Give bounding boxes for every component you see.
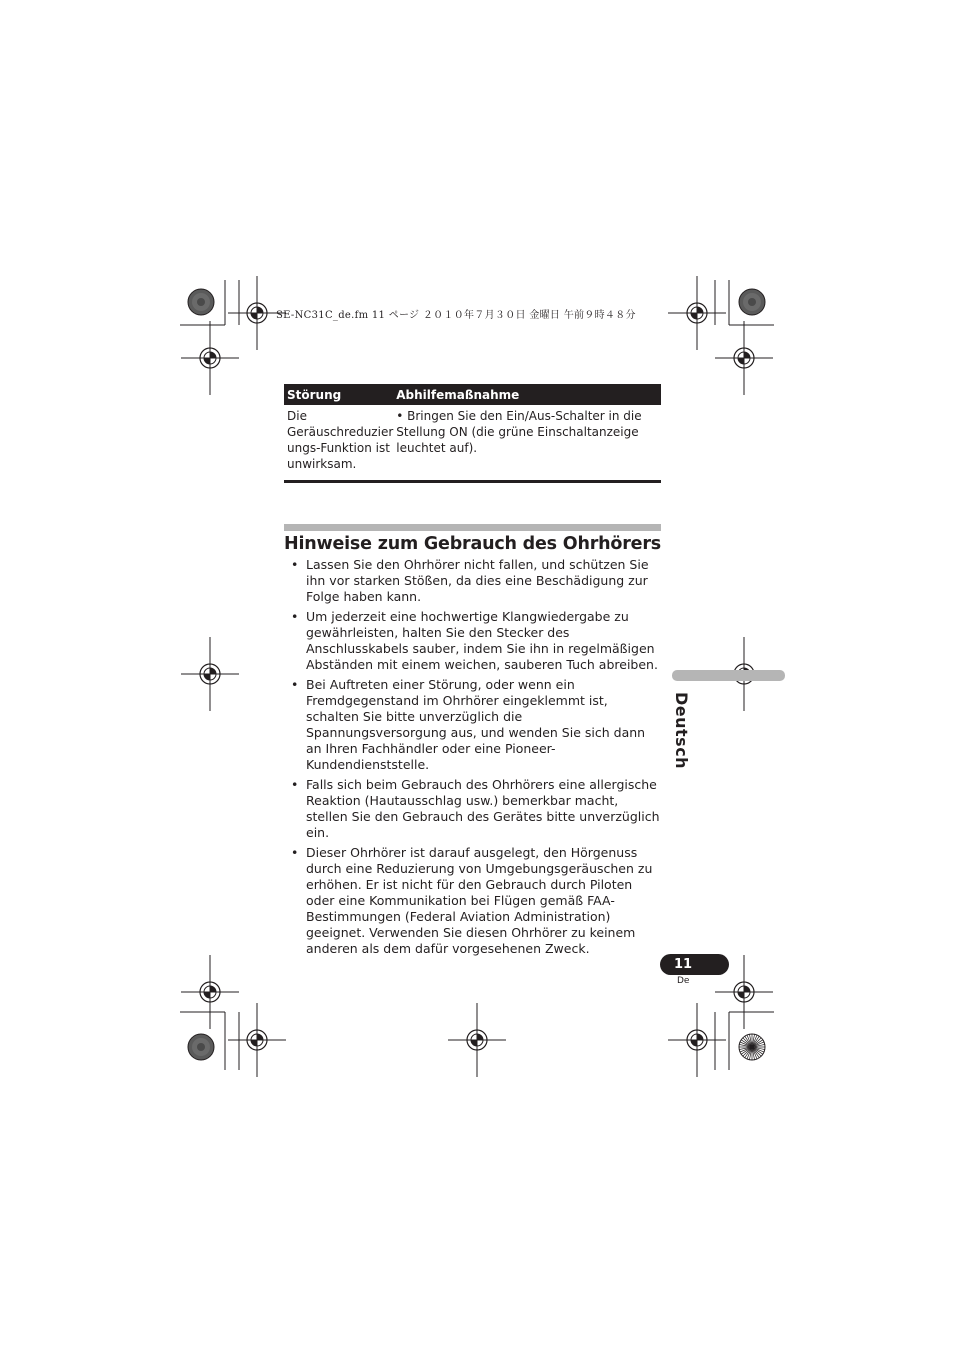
list-item-text: Dieser Ohrhörer ist darauf ausgelegt, den Hörgenuss durch eine Reduzierung von Umgebungsgeräuschen zu erhöhen. Er ist nicht für den Gebrauch durch Piloten oder eine Kommunikation bei Flügen gemäß FAA-Bestimmungen (Federal Aviation Administration) geeignet. Verwenden Sie diesen Ohrhörer zu keinem anderen als dem dafür vorgesehenen Zweck. <box>306 845 653 956</box>
list-item <box>290 557 662 605</box>
bullet-marker: • <box>291 609 299 624</box>
column-header-abhilfemassnahme: Abhilfemaßnahme <box>393 384 661 405</box>
list-item-text: Bei Auftreten einer Störung, oder wenn ein Fremdgegenstand im Ohrhörer eingeklemmt ist, schalten Sie bitte unverzüglich die Spannungsversorgung aus, und wenden Sie sich dann an Ihren Fachhändler oder eine Pioneer-Kundendienststelle. <box>306 677 646 772</box>
bullet-marker: • <box>291 777 299 792</box>
list-item <box>290 845 662 957</box>
list-item-text: Um jederzeit eine hochwertige Klangwiedergabe zu gewährleisten, halten Sie den Stecker des Anschlusskabels sauber, indem Sie ihn in regelmäßigen Abständen mit einem weichen, sauberen Tuch abreiben. <box>306 609 658 672</box>
bullet-marker: • <box>291 845 299 860</box>
list-item <box>290 777 662 841</box>
troubleshooting-table <box>284 384 661 483</box>
usage-notes-list <box>290 557 662 961</box>
section-divider-bar <box>284 524 661 531</box>
language-tab-bar <box>672 670 785 681</box>
list-item <box>290 677 662 773</box>
list-item-text: Falls sich beim Gebrauch des Ohrhörers eine allergische Reaktion (Hautausschlag usw.) bemerkbar macht, stellen Sie den Gebrauch des Gerätes bitte unverzüglich ein. <box>306 777 660 840</box>
list-item <box>290 609 662 673</box>
table-cell-problem: Die Geräuschreduzier ungs-Funktion ist unwirksam. <box>284 405 393 482</box>
list-item-text: Lassen Sie den Ohrhörer nicht fallen, und schützen Sie ihn vor starken Stößen, da dies eine Beschädigung zur Folge haben kann. <box>306 557 649 604</box>
page-language-code: De <box>677 976 690 986</box>
table-row <box>284 405 661 482</box>
bullet-marker: • <box>291 677 299 692</box>
language-tab-label: Deutsch <box>672 692 691 770</box>
page-number: 11 <box>660 954 729 975</box>
table-cell-remedy: • Bringen Sie den Ein/Aus-Schalter in die Stellung ON (die grüne Einschaltanzeige leuchtet auf). <box>393 405 661 482</box>
column-header-stoerung: Störung <box>284 384 393 405</box>
section-title: Hinweise zum Gebrauch des Ohrhörers <box>284 534 661 554</box>
table-header-row <box>284 384 661 405</box>
print-header: SE-NC31C_de.fm 11 ページ ２０１０年７月３０日 金曜日 午前９時４８分 <box>276 310 636 321</box>
bullet-marker: • <box>291 557 299 572</box>
